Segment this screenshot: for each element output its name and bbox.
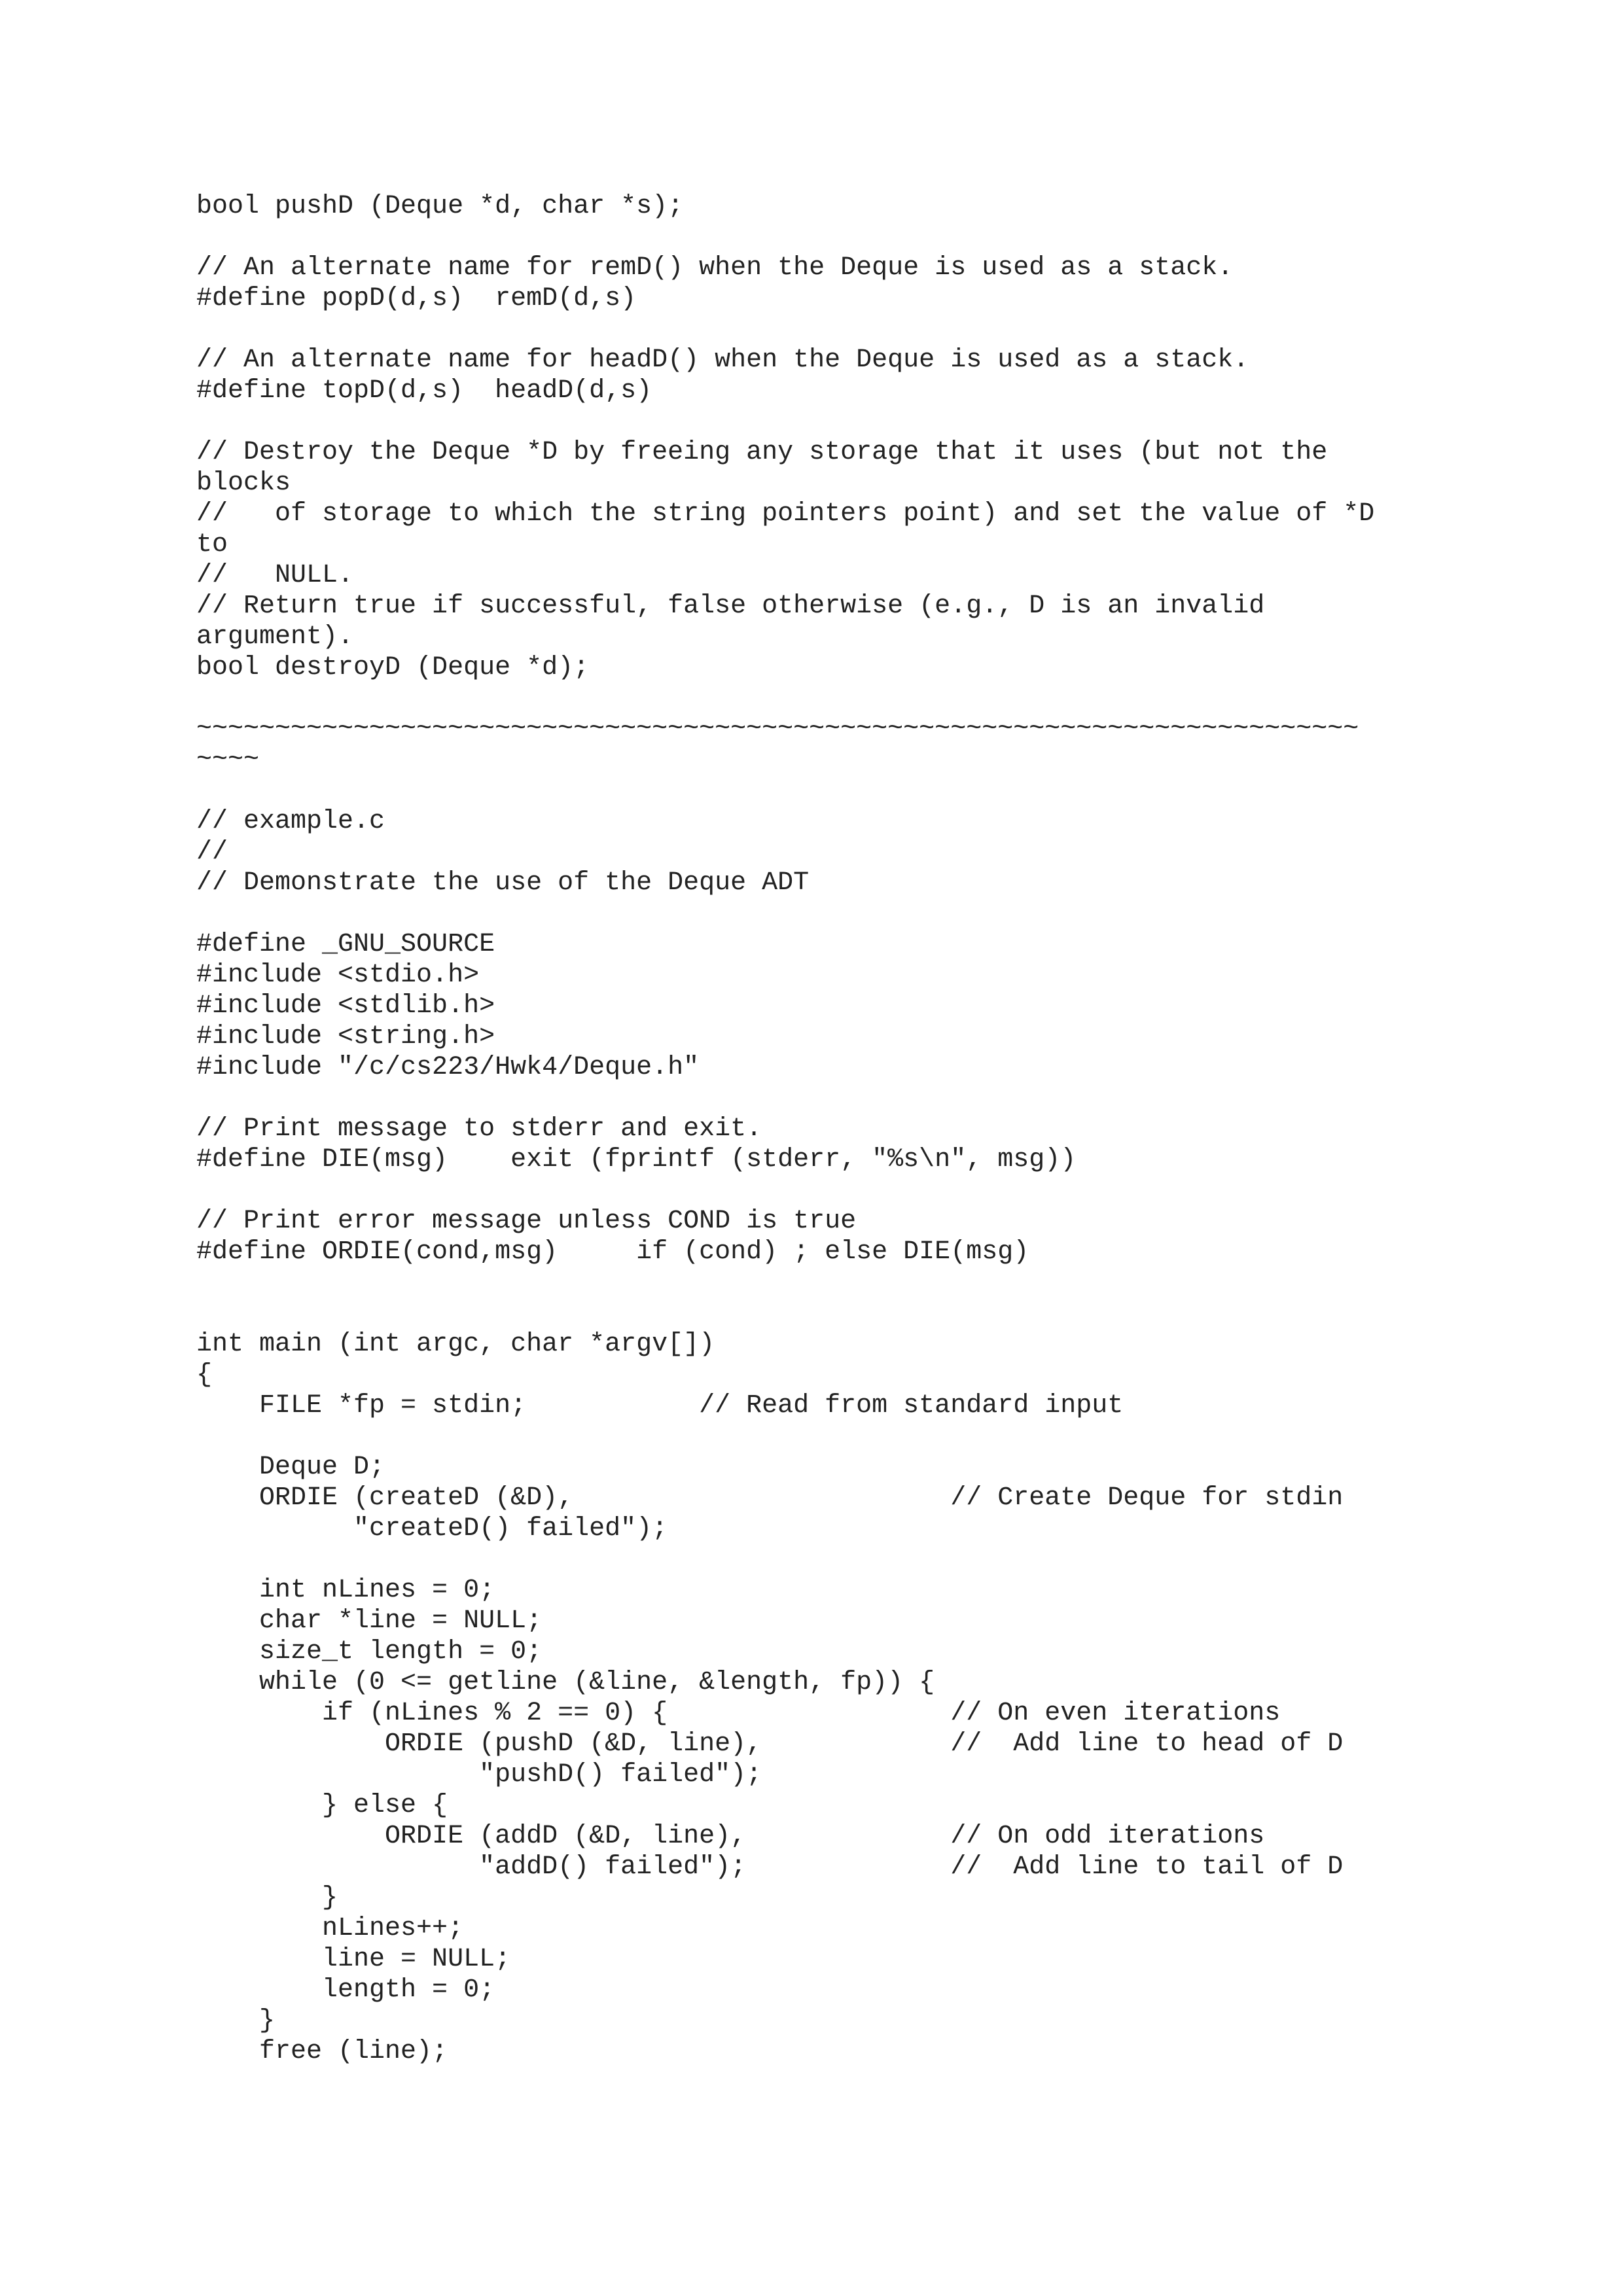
code-line: blocks (196, 468, 291, 498)
code-line (196, 1267, 1505, 1298)
code-line (196, 683, 1505, 714)
code-line: argument). (196, 622, 354, 652)
code-line (196, 1421, 1505, 1452)
code-line: // Demonstrate the use of the Deque ADT (196, 868, 810, 898)
code-line: ORDIE (createD (&D), // Create Deque for stdin (196, 1483, 1344, 1513)
code-line: #include "/c/cs223/Hwk4/Deque.h" (196, 1053, 700, 1082)
code-line: #define _GNU_SOURCE (196, 930, 495, 959)
code-line: #include <stdio.h> (196, 961, 480, 990)
code-line: // An alternate name for headD() when the Deque is used as a stack. (196, 345, 1249, 375)
code-line: "createD() failed"); (196, 1514, 668, 1544)
code-line: "pushD() failed"); (196, 1760, 762, 1790)
code-line (196, 1298, 1505, 1329)
code-line: #define DIE(msg) exit (fprintf (stderr, "%s\n", msg)) (196, 1145, 1077, 1174)
code-line: #include <stdlib.h> (196, 991, 495, 1021)
code-line: // of storage to which the string pointers point) and set the value of *D (196, 499, 1375, 529)
code-line: #define topD(d,s) headD(d,s) (196, 376, 652, 406)
code-line: ~~~~ (196, 745, 260, 775)
code-line (196, 898, 1505, 929)
code-line: // (196, 838, 228, 867)
code-line: bool destroyD (Deque *d); (196, 653, 590, 682)
code-line: Deque D; (196, 1453, 385, 1482)
code-listing (196, 191, 1505, 2067)
code-line: { (196, 1360, 213, 1390)
code-line: ORDIE (addD (&D, line), // On odd iterations (196, 1822, 1265, 1851)
code-line (196, 406, 1505, 437)
code-line: // Print error message unless COND is true (196, 1207, 857, 1236)
code-line: bool pushD (Deque *d, char *s); (196, 192, 684, 221)
code-line: } (196, 1883, 338, 1913)
code-line: nLines++; (196, 1914, 464, 1943)
code-line: // Destroy the Deque *D by freeing any storage that it uses (but not the (196, 438, 1328, 467)
code-line (196, 314, 1505, 345)
code-line: ORDIE (pushD (&D, line), // Add line to head of D (196, 1729, 1344, 1759)
code-line (196, 1175, 1505, 1206)
code-line: #include <string.h> (196, 1022, 495, 1051)
code-line: while (0 <= getline (&line, &length, fp)) { (196, 1668, 935, 1697)
code-line: "addD() failed"); // Add line to tail of D (196, 1852, 1344, 1882)
code-line: } (196, 2006, 276, 2036)
code-line: #define popD(d,s) remD(d,s) (196, 284, 637, 313)
code-line: ~~~~~~~~~~~~~~~~~~~~~~~~~~~~~~~~~~~~~~~~~~~~~~~~~~~~~~~~~~~~~~~~~~~~~~~~~~ (196, 715, 1359, 744)
code-line: size_t length = 0; (196, 1637, 543, 1667)
code-line (196, 1083, 1505, 1114)
code-line: free (line); (196, 2037, 448, 2066)
code-line: // Return true if successful, false otherwise (e.g., D is an invalid (196, 592, 1265, 621)
code-line: // NULL. (196, 561, 354, 590)
code-line: int nLines = 0; (196, 1576, 495, 1605)
code-line: int main (int argc, char *argv[]) (196, 1330, 715, 1359)
code-line: // example.c (196, 807, 385, 836)
code-line: // An alternate name for remD() when the Deque is used as a stack. (196, 253, 1234, 283)
code-line: #define ORDIE(cond,msg) if (cond) ; else DIE(msg) (196, 1237, 1029, 1267)
code-line: line = NULL; (196, 1945, 511, 1974)
code-line: FILE *fp = stdin; // Read from standard input (196, 1391, 1124, 1421)
code-line (196, 1544, 1505, 1575)
code-line (196, 222, 1505, 253)
code-line: // Print message to stderr and exit. (196, 1114, 762, 1144)
code-line: char *line = NULL; (196, 1606, 543, 1636)
code-line (196, 775, 1505, 806)
code-line: } else { (196, 1791, 448, 1820)
code-line: length = 0; (196, 1975, 495, 2005)
code-line: to (196, 530, 228, 559)
code-line: if (nLines % 2 == 0) { // On even iterations (196, 1699, 1281, 1728)
